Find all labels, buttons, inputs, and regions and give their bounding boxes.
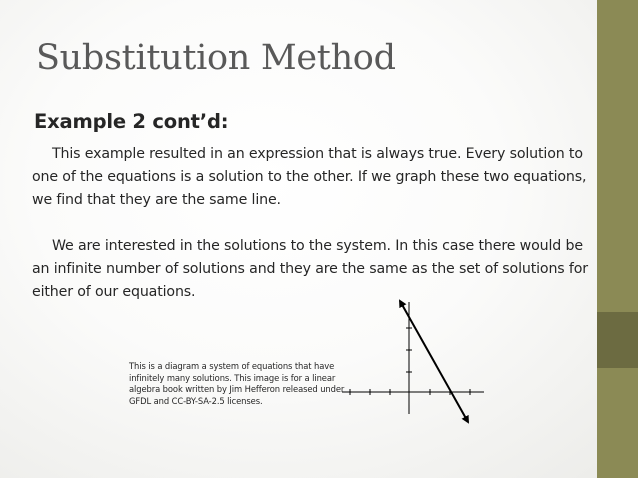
slide-title: Substitution Method [36,38,396,78]
coincident-lines [400,301,468,422]
decorative-side-bar [597,0,638,478]
image-caption: This is a diagram a system of equations that have infinitely many solutions. This image is for a linear algebra book written by Jim Hefferon released under GFDL and CC-BY-SA-2.5 licenses. [129,361,345,406]
same-line-graph [330,296,495,434]
body-paragraph-1: This example resulted in an expression that is always true. Every solution to one of the equations is a solution to the other. If we graph these two equations, we find that they are the same line. [32,146,587,208]
example-heading: Example 2 cont’d: [34,110,229,133]
decorative-side-bar-accent [597,312,638,368]
body-paragraph-2: We are interested in the solutions to the system. In this case there would be an infinite number of solutions and they are the same as the set of solutions for either of our equations. [32,238,588,300]
